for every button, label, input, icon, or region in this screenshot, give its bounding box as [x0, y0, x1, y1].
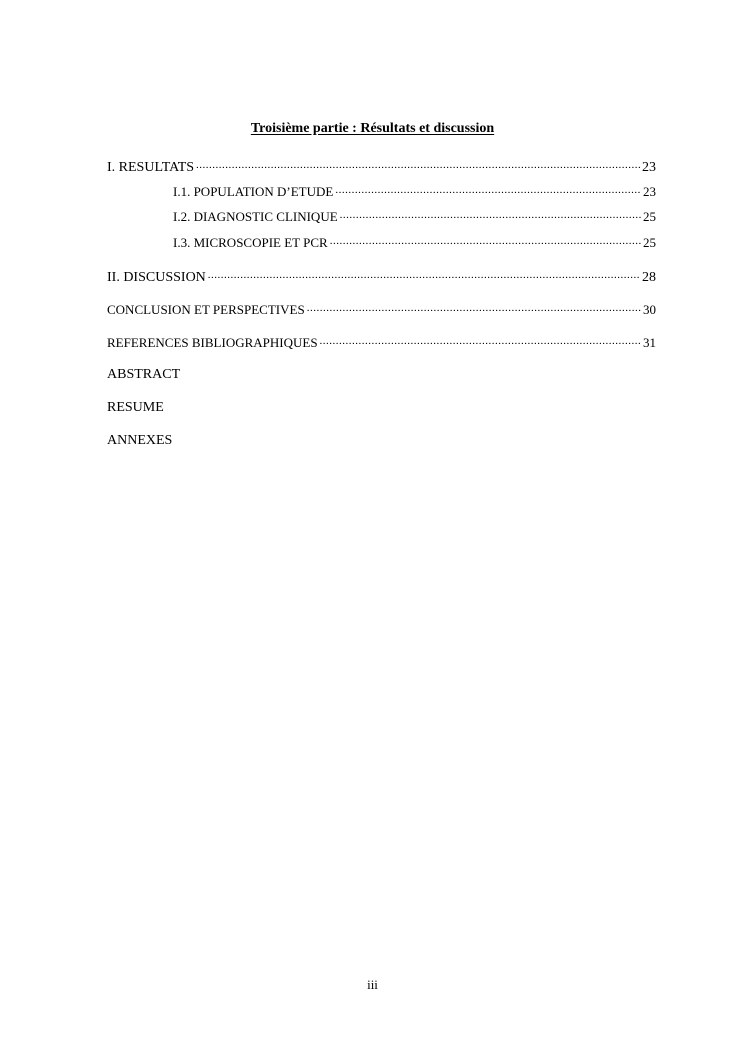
toc-entry-label: I.2. DIAGNOSTIC CLINIQUE — [173, 209, 338, 224]
toc-entry-label: REFERENCES BIBLIOGRAPHIQUES — [107, 335, 318, 350]
toc-entry-page: 23 — [642, 160, 656, 175]
toc-entry-resume: RESUME — [107, 400, 164, 415]
toc-entry-label: I. RESULTATS — [107, 160, 195, 175]
toc-entry-references — [107, 334, 656, 349]
toc-entry-page: 23 — [643, 184, 656, 199]
toc-entry-page: 31 — [643, 335, 656, 350]
toc-entry-microscopie — [173, 234, 656, 249]
toc-dot-leader — [196, 157, 640, 171]
toc-entry-label: I.1. POPULATION D’ETUDE — [173, 184, 334, 199]
toc-entry-page: 28 — [642, 270, 656, 285]
section-title-text: Troisième partie : Résultats et discussion — [250, 121, 495, 136]
toc-entry-annexes: ANNEXES — [107, 433, 173, 448]
toc-entry-label: II. DISCUSSION — [107, 270, 206, 285]
toc-dot-leader — [335, 183, 641, 196]
toc-entry-page: 30 — [643, 302, 656, 317]
toc-entry-discussion — [107, 267, 656, 285]
toc-entry-conclusion — [107, 301, 656, 316]
toc-entry-page: 25 — [643, 235, 656, 250]
page-number: iii — [367, 977, 378, 992]
toc-dot-leader — [320, 334, 641, 347]
toc-entry-population — [173, 183, 656, 198]
toc-entry-label: CONCLUSION ET PERSPECTIVES — [107, 302, 305, 317]
section-title — [0, 121, 745, 137]
toc-entry-resultats — [107, 157, 656, 175]
toc-entry-diagnostic — [173, 208, 656, 223]
toc-entry-abstract: ABSTRACT — [107, 367, 181, 382]
toc-entry-label: I.3. MICROSCOPIE ET PCR — [173, 235, 328, 250]
toc-dot-leader — [307, 301, 641, 314]
toc-dot-leader — [330, 234, 641, 247]
toc-dot-leader — [340, 208, 641, 221]
toc-entry-page: 25 — [643, 209, 656, 224]
toc-dot-leader — [208, 267, 640, 281]
